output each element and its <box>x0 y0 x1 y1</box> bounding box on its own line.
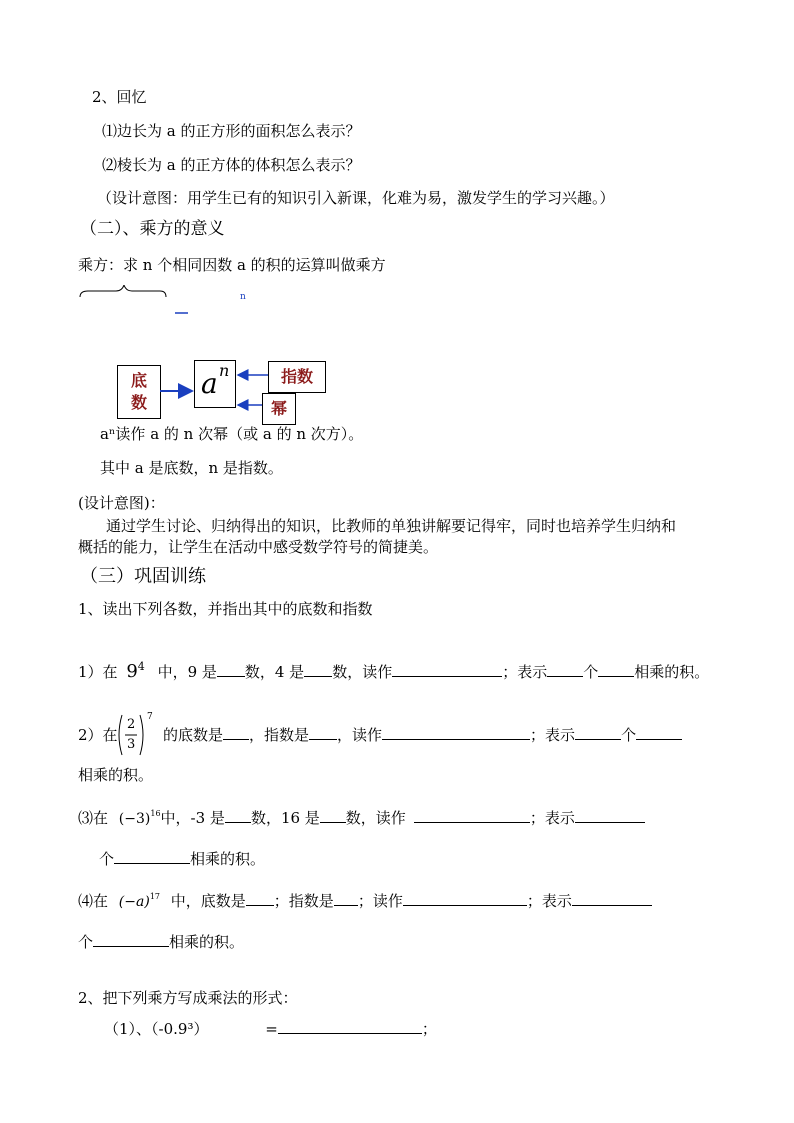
exercise-4-text-2: ；指数是 <box>273 892 334 910</box>
design-intent-title: (设计意图)： <box>78 494 165 512</box>
exercise-3-text-2: 数，16 是 <box>250 809 320 827</box>
fraction-numerator: 2 <box>127 717 136 732</box>
exercise-2-blank-1[interactable] <box>223 725 249 740</box>
exercise-4-blank-2[interactable] <box>334 891 358 906</box>
design-intent-line-1: 通过学生讨论、归纳得出的知识，比教师的单独讲解要记得牢，同时也培养学生归纳和 <box>106 517 677 535</box>
exercise-4-cont-2: 相乘的积。 <box>169 933 245 951</box>
exercise-4-prefix: ⑷在 <box>78 892 109 910</box>
power-label: 幂 <box>270 399 287 418</box>
section-3-heading: （三）巩固训练 <box>80 566 206 587</box>
exercise-3-text-1: 中，-3 是 <box>160 809 225 827</box>
exercise-2-exp: 7 <box>147 712 153 722</box>
exercise-1-text-4: ；表示 <box>502 663 548 681</box>
read-as-line: aⁿ读作 a 的 n 次幂（或 a 的 n 次方）。 <box>100 425 364 443</box>
brace-graphic <box>78 285 258 325</box>
problem-1-blank[interactable] <box>278 1019 422 1034</box>
exercise-3-blank-3[interactable] <box>414 808 530 823</box>
recall-question-2: ⑵棱长为 a 的正方体的体积怎么表示？ <box>102 156 361 174</box>
exercise-1-text-5: 个 <box>583 663 599 681</box>
exercise-2-text-5: 个 <box>621 726 637 744</box>
exercise-3-prefix: ⑶在 <box>78 809 109 827</box>
exercise-2-text-3: ，读作 <box>337 726 383 744</box>
exercise-1-blank-2[interactable] <box>304 662 332 677</box>
exercise-2-text-4: ；表示 <box>530 726 576 744</box>
exercise-1-base: 9 <box>126 661 138 682</box>
power-definition: 乘方：求 n 个相同因数 a 的积的运算叫做乘方 <box>78 256 386 274</box>
exercise-1-text-3: 数，读作 <box>332 663 393 681</box>
exercise-3-expr: (−3) <box>118 811 151 827</box>
stray-superscript: n <box>240 292 246 302</box>
exercise-2-body <box>163 725 682 745</box>
exercise-3-blank-4[interactable] <box>575 808 645 823</box>
exercise-1 <box>78 662 709 684</box>
exercise-4-exp: 17 <box>149 892 160 901</box>
exercise-3 <box>78 808 645 831</box>
exercise-3-cont-2: 相乘的积。 <box>190 850 266 868</box>
exercise-3-text-4: ；表示 <box>529 809 575 827</box>
base-symbol: a <box>201 367 218 400</box>
exercise-4-continuation <box>78 932 244 952</box>
exponent-symbol: n <box>219 361 230 380</box>
task-2-title: 2、把下列乘方写成乘法的形式： <box>78 989 298 1007</box>
section-2-heading: （二）、乘方的意义 <box>80 219 225 239</box>
exercise-3-cont-1: 个 <box>99 850 115 868</box>
exercise-4-text-1: 中，底数是 <box>170 892 246 910</box>
base-exponent-meaning: 其中 a 是底数，n 是指数。 <box>100 459 283 477</box>
exercise-2-prefix: 2）在 <box>78 726 118 744</box>
exercise-2-text-2: ，指数是 <box>249 726 310 744</box>
recall-question-1: ⑴边长为 a 的正方形的面积怎么表示？ <box>102 122 361 140</box>
exercise-4-text-4: ；表示 <box>526 892 572 910</box>
exercise-2-blank-3[interactable] <box>382 725 530 740</box>
exercise-1-text-2: 数，4 是 <box>244 663 305 681</box>
diagram-arrows <box>150 355 280 415</box>
exercise-1-blank-4[interactable] <box>547 662 583 677</box>
exercise-2-fraction <box>116 713 146 757</box>
exercise-4-text-3: ；读作 <box>357 892 403 910</box>
exercise-2-blank-2[interactable] <box>309 725 337 740</box>
exercise-1-text-6: 相乘的积。 <box>634 663 710 681</box>
problem-1 <box>104 1019 437 1039</box>
exercise-3-blank-2[interactable] <box>320 808 346 823</box>
exercise-4-expr: (−a) <box>118 894 150 910</box>
fraction-denominator: 3 <box>127 737 136 752</box>
exercise-3-continuation <box>99 849 265 869</box>
exponent-label: 指数 <box>280 367 313 386</box>
exercise-4 <box>78 891 652 914</box>
exercise-3-text-3: 数，读作 <box>345 809 406 827</box>
exercise-2-blank-5[interactable] <box>636 725 682 740</box>
exercise-1-text-1: 中，9 是 <box>157 663 217 681</box>
problem-1-equals: = <box>265 1020 278 1038</box>
design-intent-line-2: 概括的能力，让学生在活动中感受数学符号的简捷美。 <box>78 538 439 556</box>
exercise-2-text-1: 的底数是 <box>163 726 224 744</box>
exercise-4-cont-1: 个 <box>78 933 94 951</box>
exercise-1-blank-5[interactable] <box>598 662 634 677</box>
base-label: 底数 <box>130 371 147 412</box>
exercise-4-blank-1[interactable] <box>246 891 274 906</box>
exercise-2-continuation: 相乘的积。 <box>78 766 154 784</box>
recall-heading: 2、回忆 <box>92 88 147 106</box>
problem-1-label: （1）、（-0.9³） <box>104 1020 209 1038</box>
exercise-3-blank-5[interactable] <box>114 849 190 864</box>
task-1-title: 1、读出下列各数，并指出其中的底数和指数 <box>78 600 373 618</box>
recall-design-intent: （设计意图：用学生已有的知识引入新课，化难为易，激发学生的学习兴趣。） <box>97 189 615 207</box>
exercise-4-blank-4[interactable] <box>572 891 652 906</box>
exercise-1-exp: 4 <box>137 660 145 673</box>
problem-1-end: ； <box>421 1020 437 1038</box>
exercise-3-blank-1[interactable] <box>225 808 251 823</box>
exercise-4-blank-5[interactable] <box>93 932 169 947</box>
exercise-2-blank-4[interactable] <box>575 725 621 740</box>
exercise-1-prefix: 1）在 <box>78 663 118 681</box>
exercise-1-blank-3[interactable] <box>392 662 502 677</box>
exercise-3-exp: 16 <box>150 809 161 818</box>
exercise-4-blank-3[interactable] <box>403 891 527 906</box>
exercise-1-blank-1[interactable] <box>217 662 245 677</box>
